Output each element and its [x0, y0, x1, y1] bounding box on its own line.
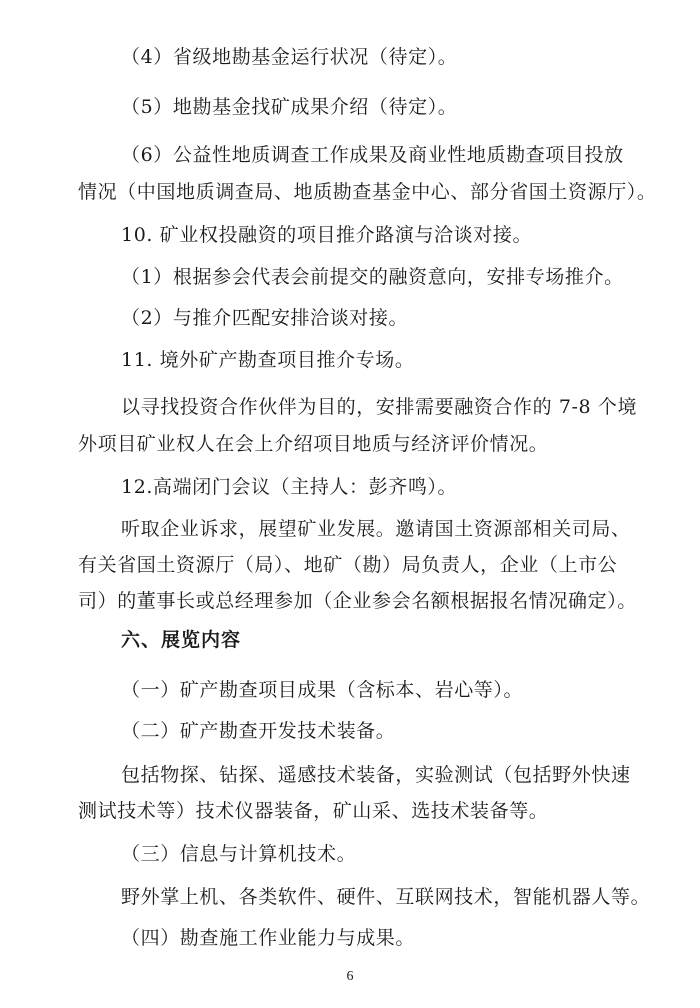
paragraph-line-12: 听取企业诉求，展望矿业发展。邀请国土资源部相关司局、: [121, 518, 631, 540]
section-item-11: 11. 境外矿产勘查项目推介专场。: [121, 349, 415, 371]
page-number: 6: [346, 969, 354, 984]
paragraph-line-21: 野外掌上机、各类软件、硬件、互联网技术，智能机器人等。: [121, 886, 651, 908]
paragraph-line-10: 外项目矿业权人在会上介绍项目地质与经济评价情况。: [78, 433, 549, 455]
paragraph-line-19: 测试技术等）技术仪器装备，矿山采、选技术装备等。: [78, 800, 549, 822]
paragraph-line-20: （三）信息与计算机技术。: [121, 843, 357, 865]
paragraph-line-18: 包括物探、钻探、遥感技术装备，实验测试（包括野外快速: [121, 764, 631, 786]
paragraph-line-3: （6）公益性地质调查工作成果及商业性地质勘查项目投放: [121, 144, 624, 166]
paragraph-line-14: 司）的董事长或总经理参加（企业参会名额根据报名情况确定）。: [78, 590, 637, 612]
paragraph-line-17: （二）矿产勘查开发技术装备。: [121, 720, 396, 742]
section-item-10: 10. 矿业权投融资的项目推介路演与洽谈对接。: [121, 224, 533, 246]
paragraph-line-7: （2）与推介匹配安排洽谈对接。: [121, 307, 409, 329]
section-heading: 六、展览内容: [121, 629, 242, 651]
paragraph-line-2: （5）地勘基金找矿成果介绍（待定）。: [121, 96, 458, 118]
paragraph-line-4: 情况（中国地质调查局、地质勘查基金中心、部分省国土资源厅）。: [78, 181, 657, 203]
paragraph-line-6: （1）根据参会代表会前提交的融资意向，安排专场推介。: [121, 266, 624, 288]
paragraph-line-13: 有关省国土资源厅（局）、地矿（勘）局负责人，企业（上市公: [78, 554, 618, 576]
paragraph-line-9: 以寻找投资合作伙伴为目的，安排需要融资合作的 7-8 个境: [121, 396, 638, 418]
section-item-12: 12.高端闭门会议（主持人：彭齐鸣）。: [121, 476, 458, 498]
paragraph-line-22: （四）勘查施工作业能力与成果。: [121, 927, 416, 949]
paragraph-line-1: （4）省级地勘基金运行状况（待定）。: [121, 46, 458, 68]
paragraph-line-16: （一）矿产勘查项目成果（含标本、岩心等）。: [121, 679, 524, 701]
